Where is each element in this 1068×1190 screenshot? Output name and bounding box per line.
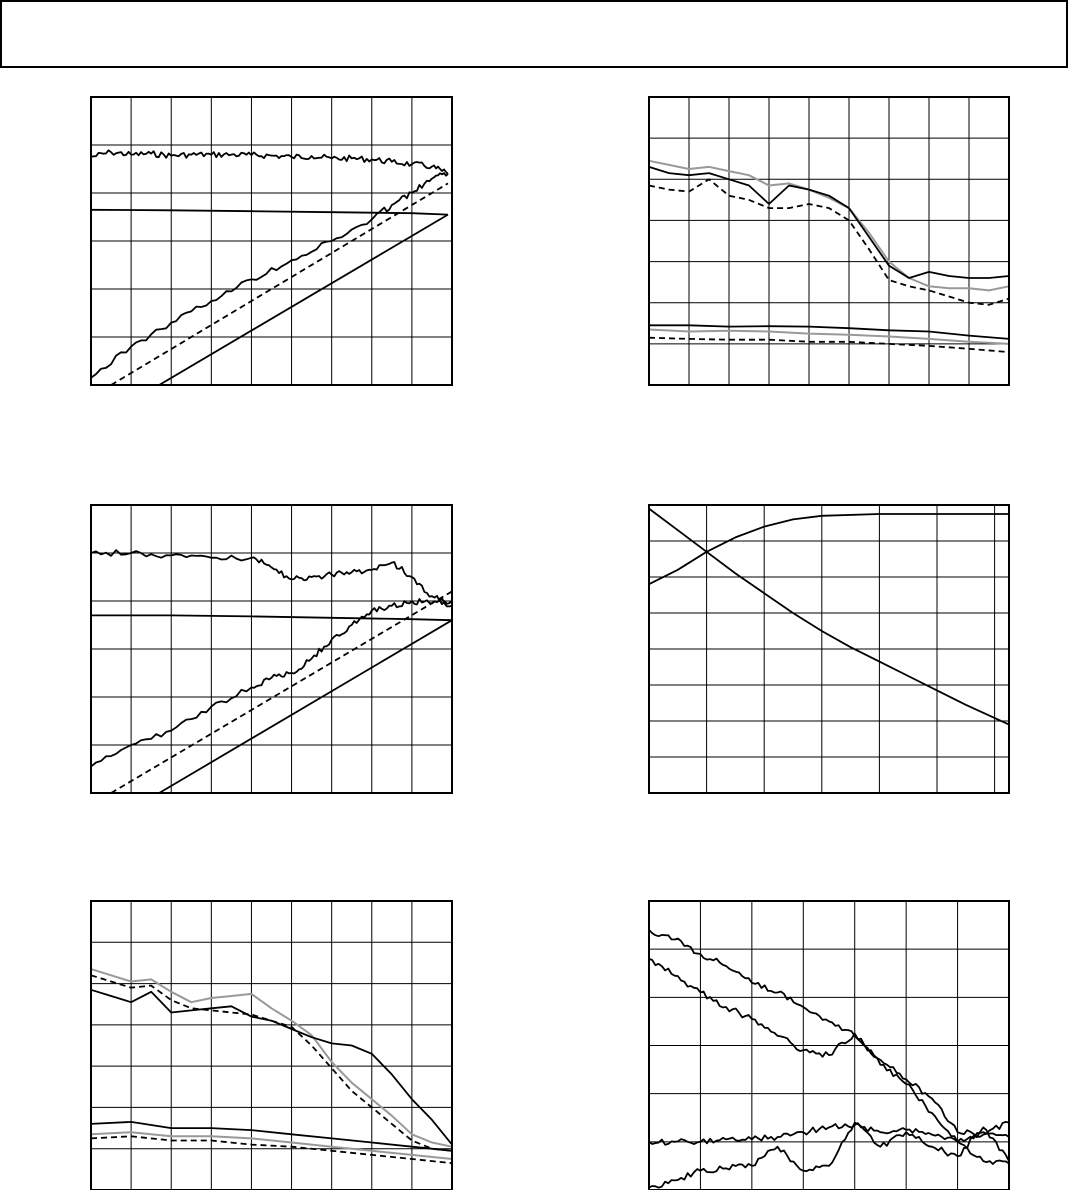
series-line [649, 959, 1009, 1164]
series-line [649, 161, 1009, 291]
series-line [111, 183, 448, 385]
series-line [91, 210, 448, 215]
chart-panel-4 [649, 505, 1009, 793]
plot-frame [91, 901, 452, 1190]
series-line [91, 150, 448, 174]
chart-panel-5 [91, 901, 452, 1190]
chart-panel-1 [91, 97, 452, 385]
series-line [649, 930, 1009, 1137]
chart-panel-2 [649, 97, 1009, 385]
chart-panel-3 [91, 505, 452, 793]
series-line [159, 215, 448, 385]
series-line [111, 591, 452, 793]
series-line [91, 550, 452, 606]
page-header [0, 0, 1068, 68]
series-line [649, 1123, 1009, 1188]
series-line [91, 615, 452, 620]
series-line [159, 620, 452, 793]
series-line [91, 173, 448, 378]
chart-panel-6 [649, 901, 1009, 1190]
